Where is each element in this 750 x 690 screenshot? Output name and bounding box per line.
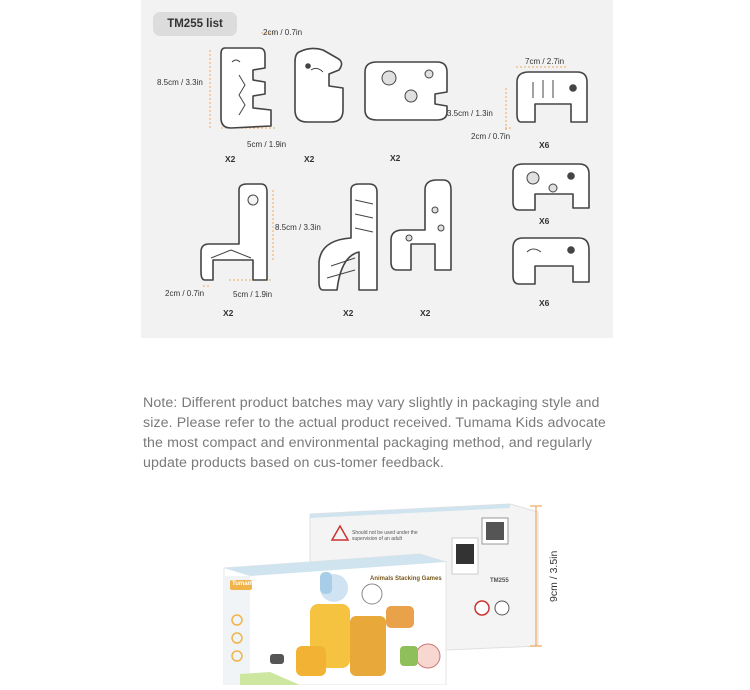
quantity-label: X2 (223, 308, 234, 318)
list-title-tag: TM255 list (153, 12, 237, 36)
quantity-label: X2 (343, 308, 354, 318)
dim-label: 3.5cm / 1.3in (447, 109, 493, 118)
dim-label: 5cm / 1.9in (247, 140, 287, 149)
quantity-label: X6 (539, 298, 550, 308)
box-brand-logo: Tumama (232, 581, 257, 587)
dim-label: 2cm / 0.7in (263, 28, 303, 37)
quantity-label: X2 (304, 154, 315, 164)
quantity-label: X2 (420, 308, 431, 318)
quantity-label: X2 (390, 153, 401, 163)
dim-label: 5cm / 1.9in (233, 290, 273, 299)
box-height-label: 9cm / 3.5in (548, 550, 560, 602)
box-product-title: Animals Stacking Games (370, 576, 442, 582)
quantity-label: X6 (539, 140, 550, 150)
dim-label: 2cm / 0.7in (471, 132, 511, 141)
box-warning-text: Should not be used under the supervision of an adult (352, 530, 418, 542)
packaging-note: Note: Different product batches may vary slightly in packaging style and size. Please refer to the actual product received. Tumama Kids advocate the most compact and environmental packaging method, and regularly update products based on cus-tomer feedback. (143, 395, 606, 471)
dim-label: 7cm / 2.7in (525, 57, 565, 66)
dim-label: 8.5cm / 3.3in (275, 223, 321, 232)
quantity-label: X2 (225, 154, 236, 164)
pieces-diagram-panel (141, 0, 613, 338)
dim-label: 2cm / 0.7in (165, 289, 205, 298)
dim-label: 8.5cm / 3.3in (157, 78, 203, 87)
box-model-number: TM255 (490, 578, 509, 584)
pieces-outline-drawing (141, 0, 613, 338)
quantity-label: X6 (539, 216, 550, 226)
